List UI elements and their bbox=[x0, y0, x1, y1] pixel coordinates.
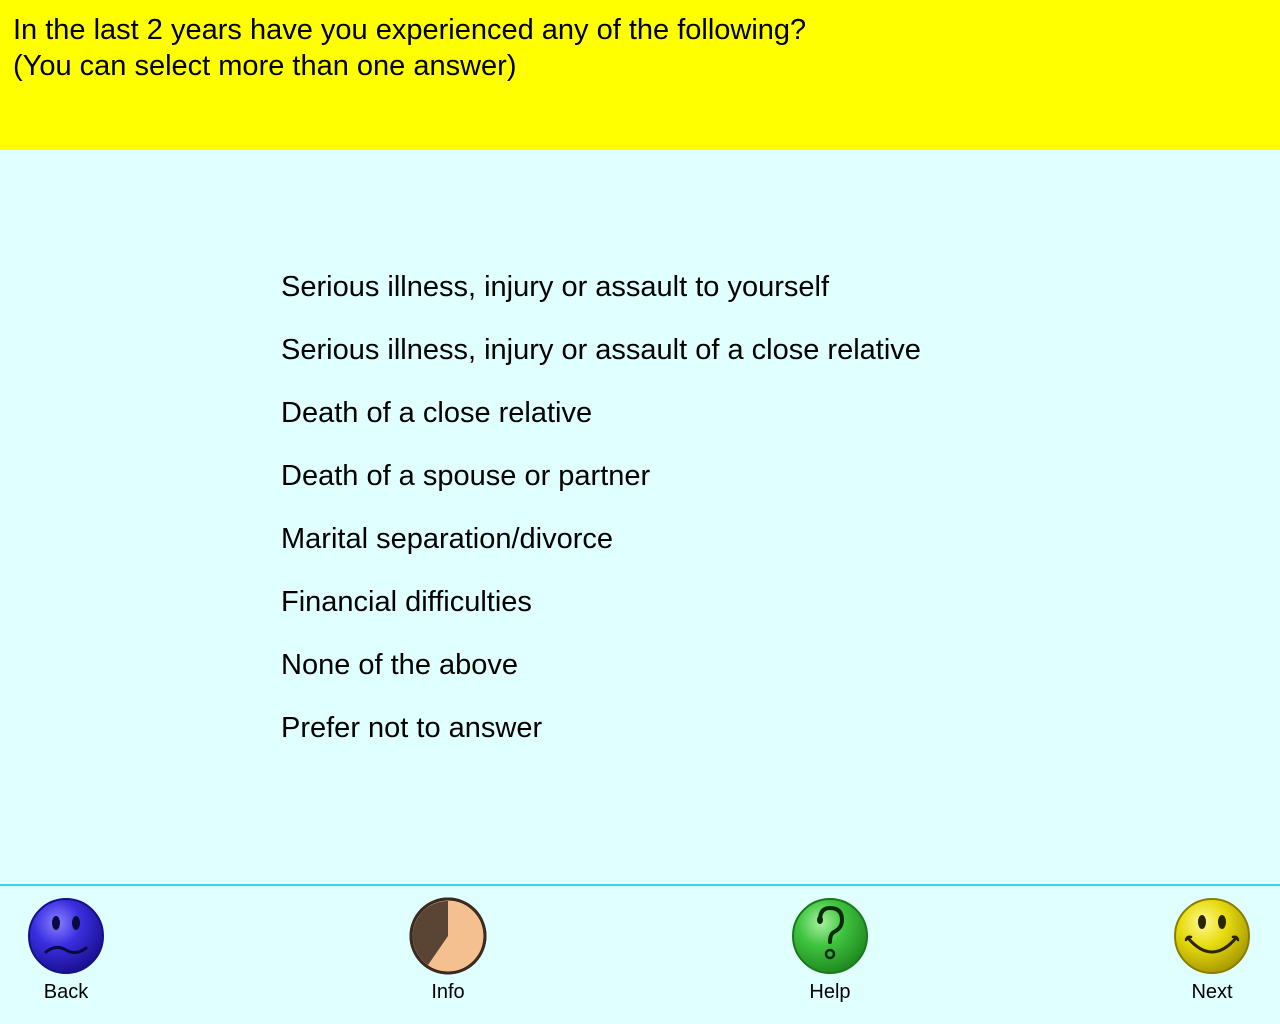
option-separation-divorce[interactable]: Marital separation/divorce bbox=[281, 523, 614, 555]
option-prefer-not-to-answer[interactable]: Prefer not to answer bbox=[281, 712, 543, 744]
question-instruction: (You can select more than one answer) bbox=[13, 50, 517, 82]
back-button[interactable] bbox=[16, 896, 116, 1006]
back-label: Back bbox=[43, 981, 89, 1003]
help-label: Help bbox=[809, 981, 851, 1003]
footer-divider bbox=[0, 884, 1280, 886]
question-text: In the last 2 years have you experienced any of the following? bbox=[13, 14, 807, 46]
option-none-of-the-above[interactable]: None of the above bbox=[281, 649, 519, 681]
option-illness-self[interactable]: Serious illness, injury or assault to yourself bbox=[281, 271, 830, 303]
next-label: Next bbox=[1191, 981, 1233, 1003]
info-label: Info bbox=[431, 981, 465, 1003]
option-illness-relative[interactable]: Serious illness, injury or assault of a close relative bbox=[281, 334, 921, 366]
pie-clock-icon bbox=[408, 896, 488, 976]
next-button[interactable] bbox=[1162, 896, 1262, 1006]
option-financial-difficulties[interactable]: Financial difficulties bbox=[281, 586, 532, 618]
option-death-spouse[interactable]: Death of a spouse or partner bbox=[281, 460, 651, 492]
question-header bbox=[0, 0, 1280, 150]
answer-options bbox=[281, 267, 1081, 771]
smiley-face-icon bbox=[1172, 896, 1252, 976]
info-button[interactable] bbox=[398, 896, 498, 1006]
question-mark-icon bbox=[790, 896, 870, 976]
option-death-relative[interactable]: Death of a close relative bbox=[281, 397, 593, 429]
help-button[interactable] bbox=[780, 896, 880, 1006]
sad-face-icon bbox=[26, 896, 106, 976]
